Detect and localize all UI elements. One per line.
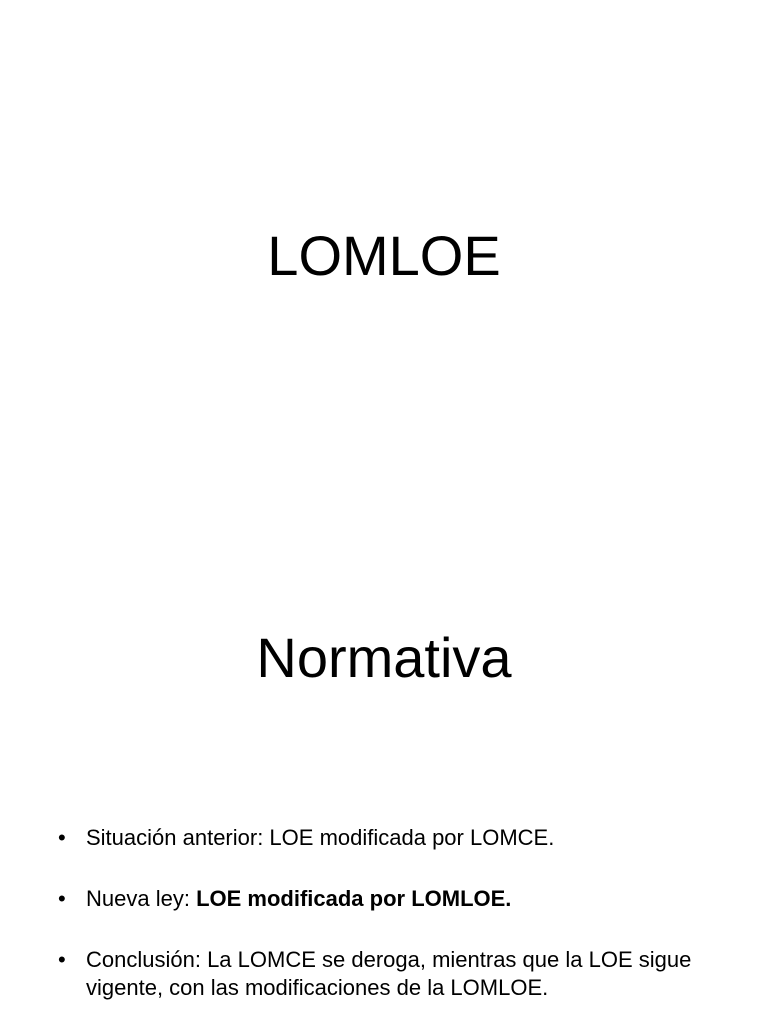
bullet-dot: • bbox=[58, 825, 66, 850]
bullet-dot: • bbox=[58, 886, 66, 911]
bullet-item-conclusion bbox=[58, 946, 718, 1002]
bullet-dot: • bbox=[58, 947, 66, 972]
bullet-text: Situación anterior: LOE modificada por LOMCE. bbox=[86, 825, 555, 850]
bullet-item-situacion-anterior bbox=[58, 824, 718, 852]
bullet-list bbox=[58, 824, 718, 1035]
slide-title: Normativa bbox=[256, 626, 512, 689]
slide-title: LOMLOE bbox=[267, 224, 501, 287]
slide-lomloe bbox=[0, 0, 768, 512]
slide-normativa bbox=[0, 512, 768, 1024]
bullet-text: Nueva ley: bbox=[86, 886, 197, 911]
bullet-item-nueva-ley bbox=[58, 885, 718, 913]
bullet-bold-text: LOE modificada por LOMLOE. bbox=[196, 886, 512, 911]
bullet-text: Conclusión: La LOMCE se deroga, mientras que la LOE sigue vigente, con las modificaciones de la LOMLOE. bbox=[86, 947, 692, 1000]
